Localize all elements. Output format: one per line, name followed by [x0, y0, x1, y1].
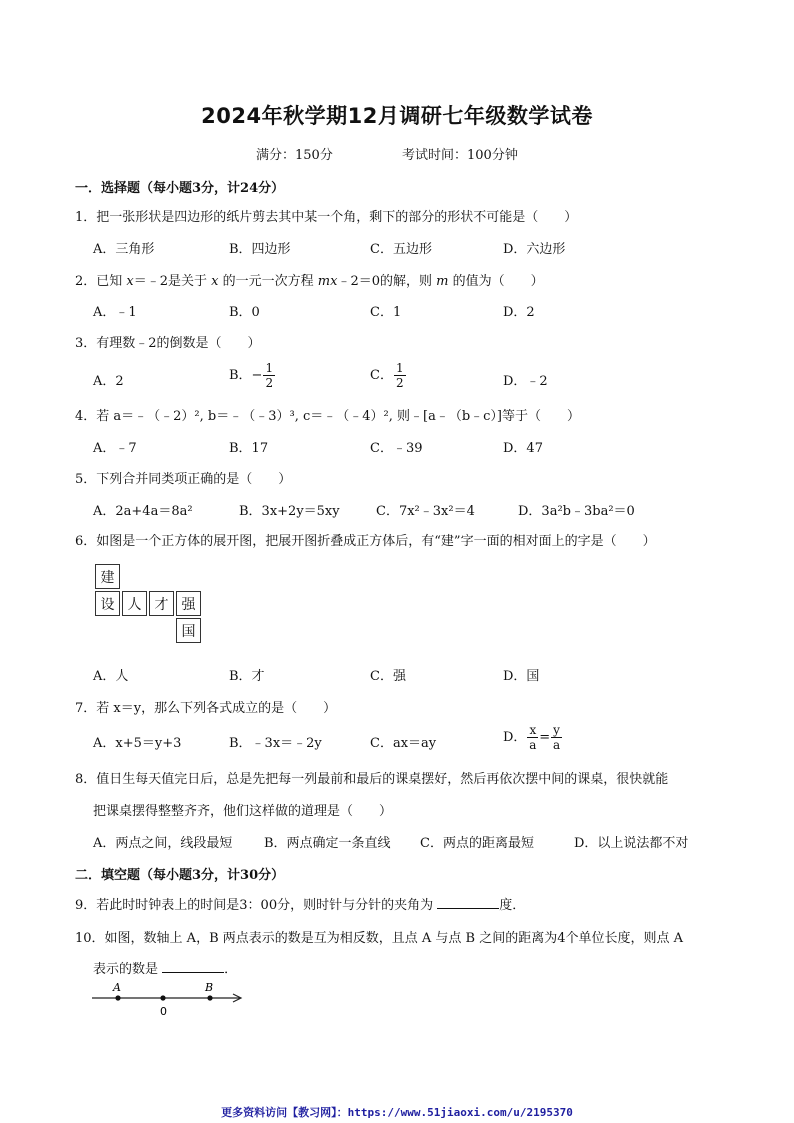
q4-option-a: A．﹣7 [93, 441, 137, 456]
q6-option-d: D．国 [503, 669, 540, 684]
q8-option-a: A．两点之间，线段最短 [93, 836, 233, 851]
q2-option-a: A．﹣1 [93, 305, 137, 320]
q5-option-a: A．2a+4a＝8a² [93, 504, 193, 519]
question-8-stem-line1: 8．值日生每天值完日后，总是先把每一列最前和最后的课桌摆好，然后再依次摆中间的课桌，很快就能 [75, 772, 669, 787]
fraction: $\frac{y}{a}$ [552, 723, 561, 752]
q1-option-b: B．四边形 [229, 242, 291, 257]
q7-option-a: A．x+5＝y+3 [93, 736, 182, 751]
net-cell-top: 建 [95, 564, 120, 589]
page-title: 2024年秋学期12月调研七年级数学试卷 [201, 104, 593, 128]
q1-option-a: A．三角形 [93, 242, 155, 257]
fraction: $\frac{x}{a}$ [529, 723, 537, 752]
point-b-dot [207, 995, 212, 1000]
q5-option-b: B．3x+2y＝5xy [239, 504, 340, 519]
net-cell: 强 [176, 591, 201, 616]
fraction: $\frac{1}{2}$ [395, 361, 404, 390]
net-cell: 才 [149, 591, 174, 616]
q4-option-b: B．17 [229, 441, 269, 456]
question-8-stem-line2: 把课桌摆得整整齐齐，他们这样做的道理是（ ） [93, 804, 393, 819]
question-9-stem: 9．若此时时钟表上的时间是3：00分，则时针与分针的夹角为 度． [75, 898, 526, 913]
q8-option-d: D．以上说法都不对 [574, 836, 689, 851]
question-1-stem: 1．把一张形状是四边形的纸片剪去其中某一个角，剩下的部分的形状不可能是（ ） [75, 210, 578, 225]
question-10-stem-line1: 10．如图，数轴上 A，B 两点表示的数是互为相反数，且点 A 与点 B 之间的距离为4个单位长度，则点 A [75, 931, 684, 946]
net-cell: 人 [122, 591, 147, 616]
point-a-label: A [113, 981, 121, 994]
question-3-stem: 3．有理数﹣2的倒数是（ ） [75, 336, 261, 351]
origin-dot [160, 995, 165, 1000]
q4-option-d: D．47 [503, 441, 543, 456]
full-score: 满分：150分 [256, 148, 333, 163]
fraction: $\frac{1}{2}$ [265, 361, 274, 390]
q8-option-b: B．两点确定一条直线 [264, 836, 391, 851]
q1-option-c: C．五边形 [370, 242, 432, 257]
q8-option-c: C．两点的距离最短 [420, 836, 534, 851]
q2-option-c: C．1 [370, 305, 402, 320]
footer-link[interactable]: 更多资料访问【教习网】：https://www.51jiaoxi.com/u/2195370 [221, 1106, 573, 1119]
question-4-stem: 4．若 a＝﹣（﹣2）², b＝﹣（﹣3）³, c＝﹣（﹣4）², 则﹣[a﹣（b﹣c）]等于（ ） [75, 409, 580, 424]
point-b-label: B [205, 981, 214, 994]
q7-option-c: C．ax＝ay [370, 736, 437, 751]
net-cell-bottom: 国 [176, 618, 201, 643]
arrow-head-icon [233, 994, 241, 1002]
question-10-stem-line2: 表示的数是 ． [93, 962, 238, 977]
q3-option-a: A．2 [93, 374, 124, 389]
q6-option-c: C．强 [370, 669, 406, 684]
exam-time: 考试时间：100分钟 [402, 148, 518, 163]
q4-option-c: C．﹣39 [370, 441, 423, 456]
q7-option-b: B．﹣3x＝﹣2y [229, 736, 322, 751]
q6-option-b: B．才 [229, 669, 265, 684]
section-heading-choice: 一．选择题（每小题3分，计24分） [75, 181, 285, 196]
answer-blank[interactable] [437, 896, 499, 909]
question-6-stem: 6．如图是一个正方体的展开图，把展开图折叠成正方体后，有“建”字一面的相对面上的字是（ ） [75, 534, 656, 549]
q6-option-a: A．人 [93, 669, 129, 684]
q3-option-b: B．− $\frac{1}{2}$ [229, 361, 274, 390]
answer-blank[interactable] [162, 960, 224, 973]
q5-option-c: C．7x²﹣3x²＝4 [376, 504, 475, 519]
q2-option-d: D．2 [503, 305, 535, 320]
question-5-stem: 5．下列合并同类项正确的是（ ） [75, 472, 292, 487]
q7-option-d: D． $\frac{x}{a}$ = $\frac{y}{a}$ [503, 723, 561, 752]
section-heading-fill: 二．填空题（每小题3分，计30分） [75, 868, 285, 883]
origin-label: 0 [160, 1005, 167, 1018]
question-2-stem: 2．已知 x＝﹣2是关于 x 的一元一次方程 mx﹣2＝0的解，则 m 的值为（ ） [75, 274, 544, 289]
q3-option-c: C． $\frac{1}{2}$ [370, 361, 404, 390]
question-7-stem: 7．若 x＝y，那么下列各式成立的是（ ） [75, 701, 337, 716]
q1-option-d: D．六边形 [503, 242, 566, 257]
q2-option-b: B．0 [229, 305, 260, 320]
q5-option-d: D．3a²b﹣3ba²＝0 [518, 504, 635, 519]
point-a-dot [115, 995, 120, 1000]
q3-option-d: D．﹣2 [503, 374, 548, 389]
net-cell: 设 [95, 591, 120, 616]
